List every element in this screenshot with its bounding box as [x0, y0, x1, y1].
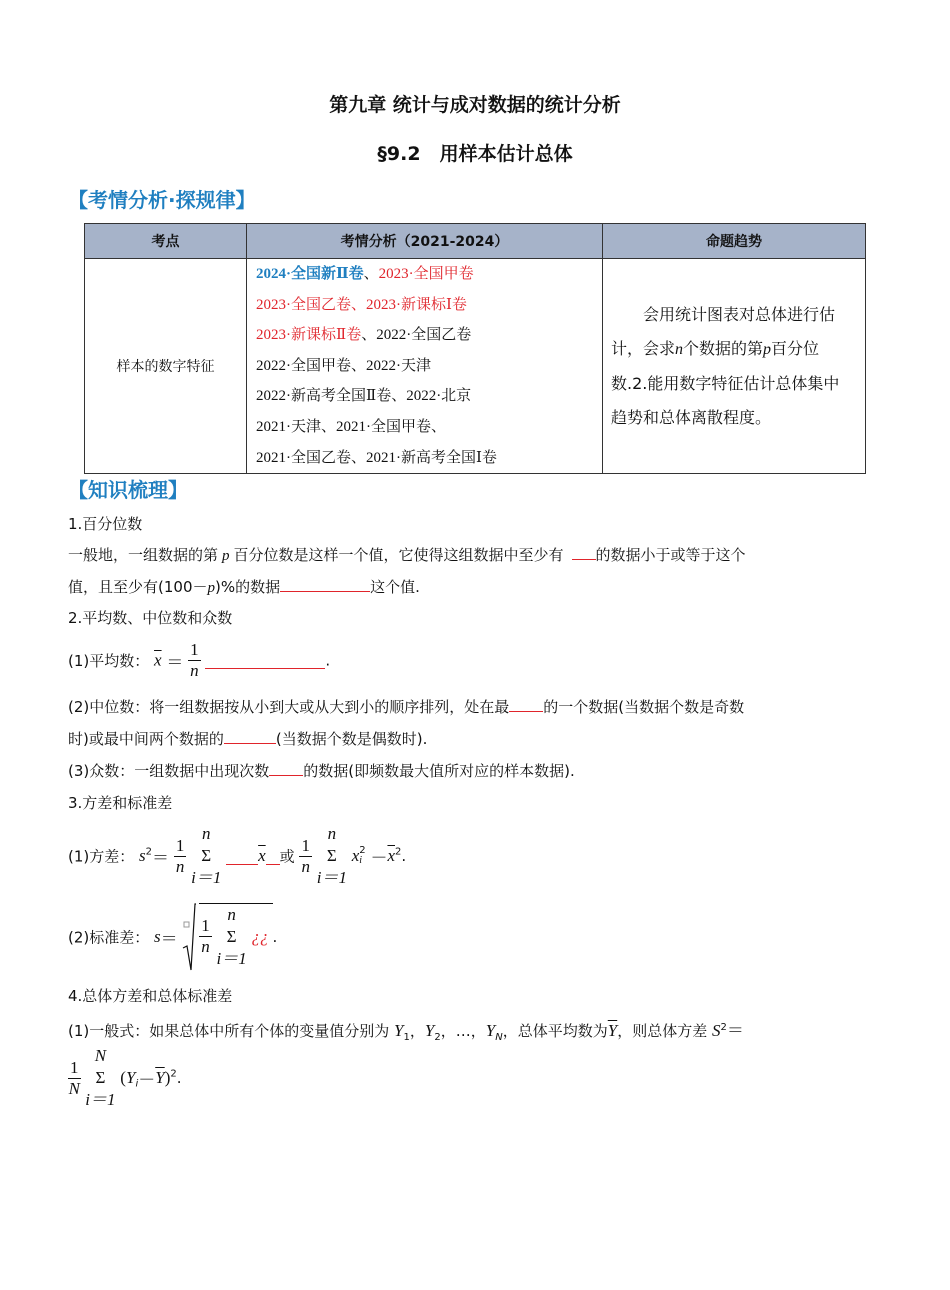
blank [280, 575, 370, 592]
exam-analysis-header: 【考情分析·探规律】 [68, 188, 256, 212]
k1-line1: 一般地，一组数据的第 p 百分位数是这样一个值，它使得这组数据中至少有 的数据小于或等于这个 [68, 543, 746, 565]
k2-title: 2.平均数、中位数和众数 [68, 609, 233, 627]
table-header-row [85, 224, 866, 259]
analysis-line: 2022·新高考全国Ⅱ卷、2022·北京 [256, 388, 472, 405]
analysis-line: 2023·全国乙卷、2023·新课标Ⅰ卷 [256, 296, 467, 313]
fraction: $\frac{1}{n}$ [190, 640, 199, 680]
analysis-cell [247, 259, 603, 474]
trend-cell: 会用统计图表对总体进行估计，会求n个数据的第p百分位数.2.能用数字特征估计总体集中趋势和总体离散程度。 [603, 259, 866, 474]
knowledge-header: 【知识梳理】 [68, 478, 188, 502]
sigma-sum: n Σ i＝1 [216, 904, 247, 968]
k1-title: 1.百分位数 [68, 515, 143, 533]
topic-cell: 样本的数字特征 [85, 259, 247, 474]
k1-line2: 值，且至少有(100－p)%的数据 这个值. [68, 575, 420, 597]
mode-line: (3)众数：一组数据中出现次数 的数据(即频数最大值所对应的样本数据). [68, 759, 575, 781]
median-line1: (2)中位数：将一组数据按从小到大或从大到小的顺序排列，处在最 的一个数据(当数据个数是奇数 [68, 695, 744, 717]
analysis-line: 2024·全国新Ⅱ卷、2023·全国甲卷 [256, 266, 474, 282]
analysis-line: 2023·新课标Ⅱ卷、2022·全国乙卷 [256, 327, 472, 344]
fraction: $\frac{1}{n}$ [301, 835, 310, 876]
median-line2: 时)或最中间两个数据的 (当数据个数是偶数时). [68, 727, 427, 749]
chapter-title: 第九章 统计与成对数据的统计分析 [329, 94, 621, 116]
mean-formula: (1)平均数： $\overline{x}$ ＝ $\frac{1}{n}$ . [68, 640, 331, 680]
sigma-sum: N Σ i＝1 [85, 1046, 116, 1109]
blank [205, 652, 325, 669]
sigma-sum: n Σ i＝1 [316, 824, 347, 887]
std-formula: (2)标准差： s＝ $\frac{1}{n}$ n Σ i＝1 ¿¿ . [68, 902, 277, 972]
blank [266, 848, 280, 865]
k4-title: 4.总体方差和总体标准差 [68, 987, 233, 1005]
sigma-sum: n Σ i＝1 [191, 824, 222, 887]
analysis-line: 2021·天津、2021·全国甲卷、 [256, 418, 446, 435]
table-row [85, 259, 866, 474]
k3-title: 3.方差和标准差 [68, 794, 173, 812]
k4-line1: (1)一般式：如果总体中所有个体的变量值分别为 $Y_1$，$Y_2$，…，$Y_N$，总体平均数为$\overline{Y}$，则总体方差 $S^2=$ [68, 1021, 744, 1043]
blank [269, 759, 303, 776]
blank [226, 848, 258, 865]
blank [572, 543, 596, 560]
exam-analysis-table [84, 223, 866, 474]
fraction: $\frac{1}{n}$ [175, 835, 185, 876]
table-header-topic: 考点 [85, 224, 247, 259]
section-title: §9.2 用样本估计总体 [377, 143, 573, 165]
fraction: $\frac{1}{n}$ [201, 916, 210, 956]
blank [509, 695, 543, 712]
radical-sign [182, 902, 196, 972]
table-header-analysis: 考情分析（2021-2024） [247, 224, 603, 259]
k4-formula: $\frac{1}{N}$ N Σ i＝1 $(Y_i-\overline{Y})^2$. [68, 1046, 182, 1109]
analysis-line: 2021·全国乙卷、2021·新高考全国Ⅰ卷 [256, 449, 497, 466]
fraction: $\frac{1}{N}$ [68, 1057, 80, 1098]
analysis-line: 2022·全国甲卷、2022·天津 [256, 357, 431, 374]
blank [224, 727, 276, 744]
table-header-trend: 命题趋势 [603, 224, 866, 259]
variance-formula: (1)方差： $s^2=$ $\frac{1}{n}$ n Σ i＝1 $\overline{x}$ 或 $\frac{1}{n}$ n Σ i＝1 x 2 i $-\overline{x}^2$. [68, 824, 407, 887]
